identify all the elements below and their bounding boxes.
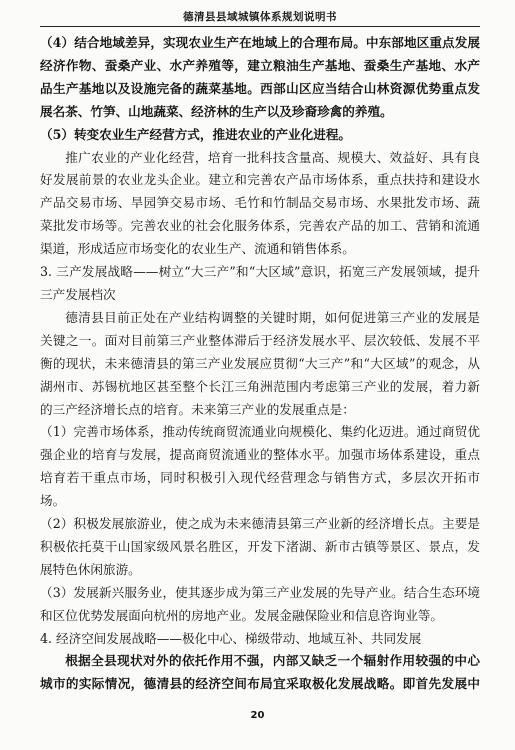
paragraph-spatial-strategy: 根据全县现状对外的依托作用不强，内部又缺乏一个辐射作用较强的中心城市的实际情况，德清县的经济空间布局宜采取极化发展战略。即首先发展中 <box>40 653 480 692</box>
section-heading-spatial-strategy: 4. 经济空间发展战略——极化中心、梯级带动、地域互补、共同发展 <box>40 630 422 646</box>
paragraph-agri-industrialization: 推广农业的产业化经营，培育一批科技含量高、规模大、效益好、具有良好发展前景的农业龙头企业。建立和完善农产品市场体系，重点扶持和建设水产品交易市场、旱园笋交易市场、毛竹和竹制品交易市场、水果批发市场、蔬菜批发市场等。完善农业的社会化服务体系，完善农产品的加工、营销和流通渠道，形成适应市场变化的农业生产、流通和销售体系。 <box>40 149 480 257</box>
paragraph-tertiary-overview: 德清县目前正处在产业结构调整的关键时期，如何促进第三产业的发展是关键之一。面对目前第三产业整体滞后于经济发展水平、层次较低、发展不平衡的现状，未来德清县的第三产业发展应贯彻“大三产”和“大区域”的观念，从湖州市、苏锡杭地区甚至整个长江三角洲范围内考虑第三产业的发展，着力新的三产经济增长点的培育。未来第三产业的发展重点是： <box>40 309 480 417</box>
document-body <box>40 32 480 692</box>
paragraph-tourism: （2）积极发展旅游业，使之成为未来德清县第三产业新的经济增长点。主要是积极依托莫干山国家级风景名胜区，开发下渚湖、新市古镇等景区、景点，发展特色休闲旅游。 <box>40 516 480 577</box>
running-header: 德清县县域城镇体系规划说明书 <box>183 11 337 23</box>
header-rule <box>40 26 480 27</box>
paragraph-new-services: （3）发展新兴服务业，使其逐步成为第三产业发展的先导产业。结合生态环境和区位优势发展面向杭州的房地产业。发展金融保险业和信息咨询业等。 <box>40 584 480 623</box>
paragraph-agri-industrialization-heading: （5）转变农业生产经营方式，推进农业的产业化进程。 <box>40 126 352 142</box>
section-heading-tertiary-strategy: 3. 三产发展战略——树立“大三产”和“大区域”意识，拓宽三产发展领域，提升三产发展档次 <box>40 264 480 302</box>
paragraph-market-system: （1）完善市场体系，推动传统商贸流通业向规模化、集约化迈进。通过商贸优强企业的培育与发展，提高商贸流通业的整体水平。加强市场体系建设，重点培育若干重点市场，同时积极引入现代经营理念与销售方式，多层次开拓市场。 <box>40 424 480 509</box>
page-number: 20 <box>250 710 265 721</box>
paragraph-agri-layout: （4）结合地域差异，实现农业生产在地域上的合理布局。中东部地区重点发展经济作物、蚕桑产业、水产养殖等，建立粮油生产基地、蚕桑生产基地、水产品生产基地以及设施完备的蔬菜基地。西部山区应当结合山林资源优势重点发展名茶、竹笋、山地蔬菜、经济林的生产以及珍裔珍禽的养殖。 <box>40 35 480 119</box>
